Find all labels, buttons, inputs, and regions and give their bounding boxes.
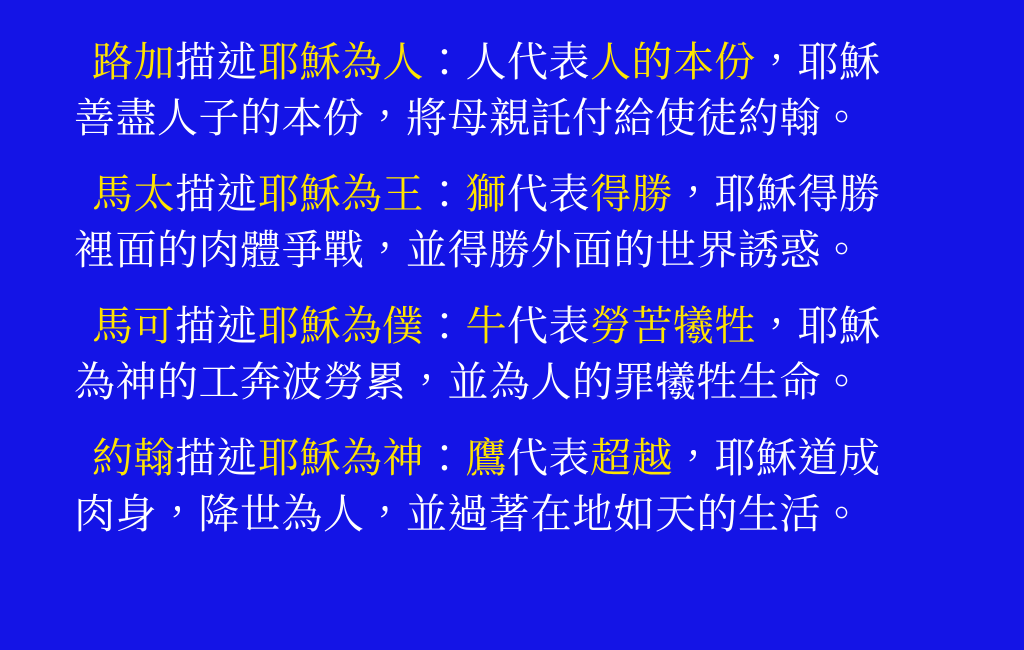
text-run: 耶穌為王 xyxy=(258,170,424,218)
text-run: 獅 xyxy=(465,170,507,218)
paragraph-john xyxy=(74,430,950,542)
text-run: 為神的工奔波勞累，並為人的罪犧牲生命。 xyxy=(74,358,863,406)
text-run: 耶穌為人 xyxy=(258,38,424,86)
text-run: 約翰 xyxy=(92,434,175,482)
paragraph-john-line-1 xyxy=(74,430,950,486)
text-run: 代表 xyxy=(507,302,590,350)
text-run: ，耶穌道成 xyxy=(673,434,881,482)
paragraph-luke-line-2 xyxy=(74,90,950,146)
text-run: 描述 xyxy=(175,302,258,350)
text-run: 裡面的肉體爭戰，並得勝外面的世界誘惑。 xyxy=(74,226,863,274)
paragraph-luke xyxy=(74,34,950,146)
text-run: 描述 xyxy=(175,38,258,86)
text-run: ，耶穌得勝 xyxy=(673,170,881,218)
text-run: ： xyxy=(424,302,466,350)
text-run: 代表 xyxy=(507,170,590,218)
text-run: ：人代表 xyxy=(424,38,590,86)
paragraph-mark xyxy=(74,298,950,410)
text-run: 善盡人子的本份，將母親託付給使徒約翰。 xyxy=(74,94,863,142)
text-run: ，耶穌 xyxy=(756,38,881,86)
text-run: 描述 xyxy=(175,434,258,482)
text-run: 人的本份 xyxy=(590,38,756,86)
paragraph-matthew xyxy=(74,166,950,278)
text-run: ： xyxy=(424,170,466,218)
text-run: 路加 xyxy=(92,38,175,86)
text-run: 牛 xyxy=(465,302,507,350)
paragraph-john-line-2 xyxy=(74,486,950,542)
text-run: 鷹 xyxy=(465,434,507,482)
text-run: 馬太 xyxy=(92,170,175,218)
text-run: 超越 xyxy=(590,434,673,482)
text-run: 代表 xyxy=(507,434,590,482)
paragraph-mark-line-1 xyxy=(74,298,950,354)
text-run: 耶穌為神 xyxy=(258,434,424,482)
paragraph-mark-line-2 xyxy=(74,354,950,410)
text-run: 得勝 xyxy=(590,170,673,218)
text-run: ，耶穌 xyxy=(756,302,881,350)
text-blocks-container xyxy=(74,34,950,542)
text-run: 勞苦犧牲 xyxy=(590,302,756,350)
text-run: 肉身，降世為人，並過著在地如天的生活。 xyxy=(74,490,863,538)
paragraph-matthew-line-2 xyxy=(74,222,950,278)
paragraph-luke-line-1 xyxy=(74,34,950,90)
text-run: ： xyxy=(424,434,466,482)
text-run: 馬可 xyxy=(92,302,175,350)
paragraph-matthew-line-1 xyxy=(74,166,950,222)
text-run: 描述 xyxy=(175,170,258,218)
text-run: 耶穌為僕 xyxy=(258,302,424,350)
